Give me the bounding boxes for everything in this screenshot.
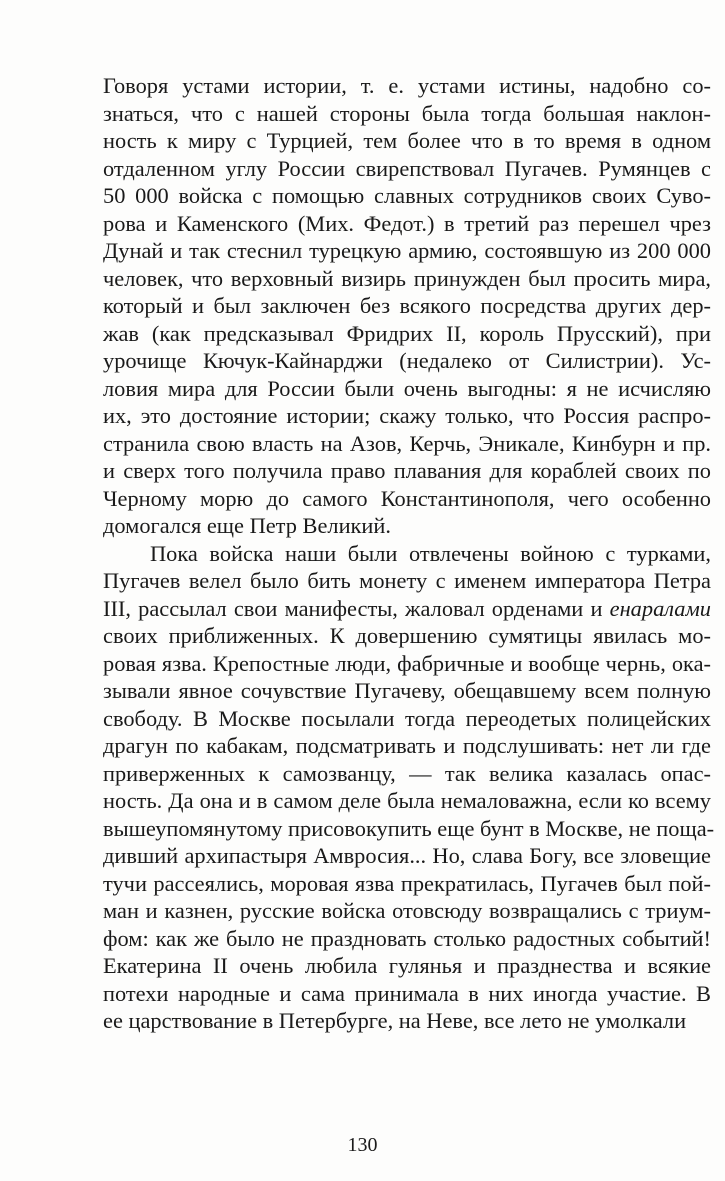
text-line: свободу. В Москве посылали тогда переодетых полицейских [103, 705, 711, 731]
text-line: потехи народные и сама принимала в них иногда участие. В [103, 980, 711, 1006]
paragraph [103, 540, 715, 1035]
text-line: зывали явное сочувствие Пугачеву, обещавшему всем полную [103, 678, 711, 703]
text-line: Пока войска наши были отвлечены войною с турками, [150, 540, 711, 566]
text-line: III, рассылал свои манифесты, жаловал орденами и енаралами [103, 595, 711, 621]
text-line: Пугачев велел было бить монету с именем императора Петра [103, 568, 711, 593]
text-line: их, это достояние истории; скажу только, что Россия распро- [103, 403, 711, 428]
text-line: и сверх того получила право плавания для кораблей своих по [103, 458, 711, 483]
page-number: 130 [347, 1134, 378, 1156]
body-text [103, 72, 715, 1035]
text-line: ман и казнен, русские войска отовсюду возвращались с триум- [103, 898, 711, 923]
text-line: драгун по кабакам, подсматривать и подслушивать: нет ли где [103, 733, 711, 758]
text-line: который и был заключен без всякого посредства других дер- [103, 293, 711, 318]
text-line: Дунай и так стеснил турецкую армию, состоявшую из 200 000 [103, 238, 711, 263]
text-line: знаться, что с нашей стороны была тогда большая наклон- [103, 100, 711, 126]
text-line: ность к миру с Турцией, тем более что в то время в одном [103, 128, 711, 153]
text-line: дивший архипастыря Амвросия... Но, слава Богу, все зловещие [103, 843, 711, 868]
text-line: ловия мира для России были очень выгодны: я не исчисляю [103, 375, 711, 401]
text-line: 50 000 войска с помощью славных сотрудников своих Суво- [103, 183, 711, 208]
italic-word: енаралами [609, 595, 711, 621]
text-line: вышеупомянутому присовокупить еще бунт в Москве, не поща- [103, 815, 715, 841]
text-line: ровая язва. Крепостные люди, фабричные и вообще чернь, ока- [103, 650, 711, 676]
text-line: отдаленном углу России свирепствовал Пугачев. Румянцев с [103, 155, 711, 181]
text-line: человек, что верховный визирь принужден был просить мира, [103, 265, 711, 291]
text-line: приверженных к самозванцу, — так велика казалась опас- [103, 760, 711, 786]
text-line: фом: как же было не праздновать столько радостных событий! [103, 925, 711, 951]
text-line: Говоря устами истории, т. е. устами истины, надобно со- [103, 73, 711, 98]
text-line: жав (как предсказывал Фридрих II, король Прусский), при [103, 320, 711, 346]
text-line: урочище Кючук-Кайнарджи (недалеко от Силистрии). Ус- [103, 348, 711, 373]
text-line: своих приближенных. К довершению сумятицы явилась мо- [103, 623, 711, 648]
text-line: домогался еще Петр Великий. [103, 513, 391, 538]
text-line: ее царствование в Петербурге, на Неве, все лето не умолкали [103, 1008, 687, 1033]
text-line: ность. Да она и в самом деле была немаловажна, если ко всему [103, 788, 711, 813]
paragraph [103, 72, 711, 540]
text-line: Черному морю до самого Константинополя, чего особенно [103, 485, 711, 511]
text-line: тучи рассеялись, моровая язва прекратилась, Пугачев был пой- [103, 870, 711, 896]
text-line: Екатерина II очень любила гулянья и празднества и всякие [103, 953, 711, 978]
text-line: странила свою власть на Азов, Керчь, Эникале, Кинбурн и пр. [103, 430, 711, 456]
text-line: рова и Каменского (Мих. Федот.) в третий раз перешел чрез [103, 210, 711, 236]
